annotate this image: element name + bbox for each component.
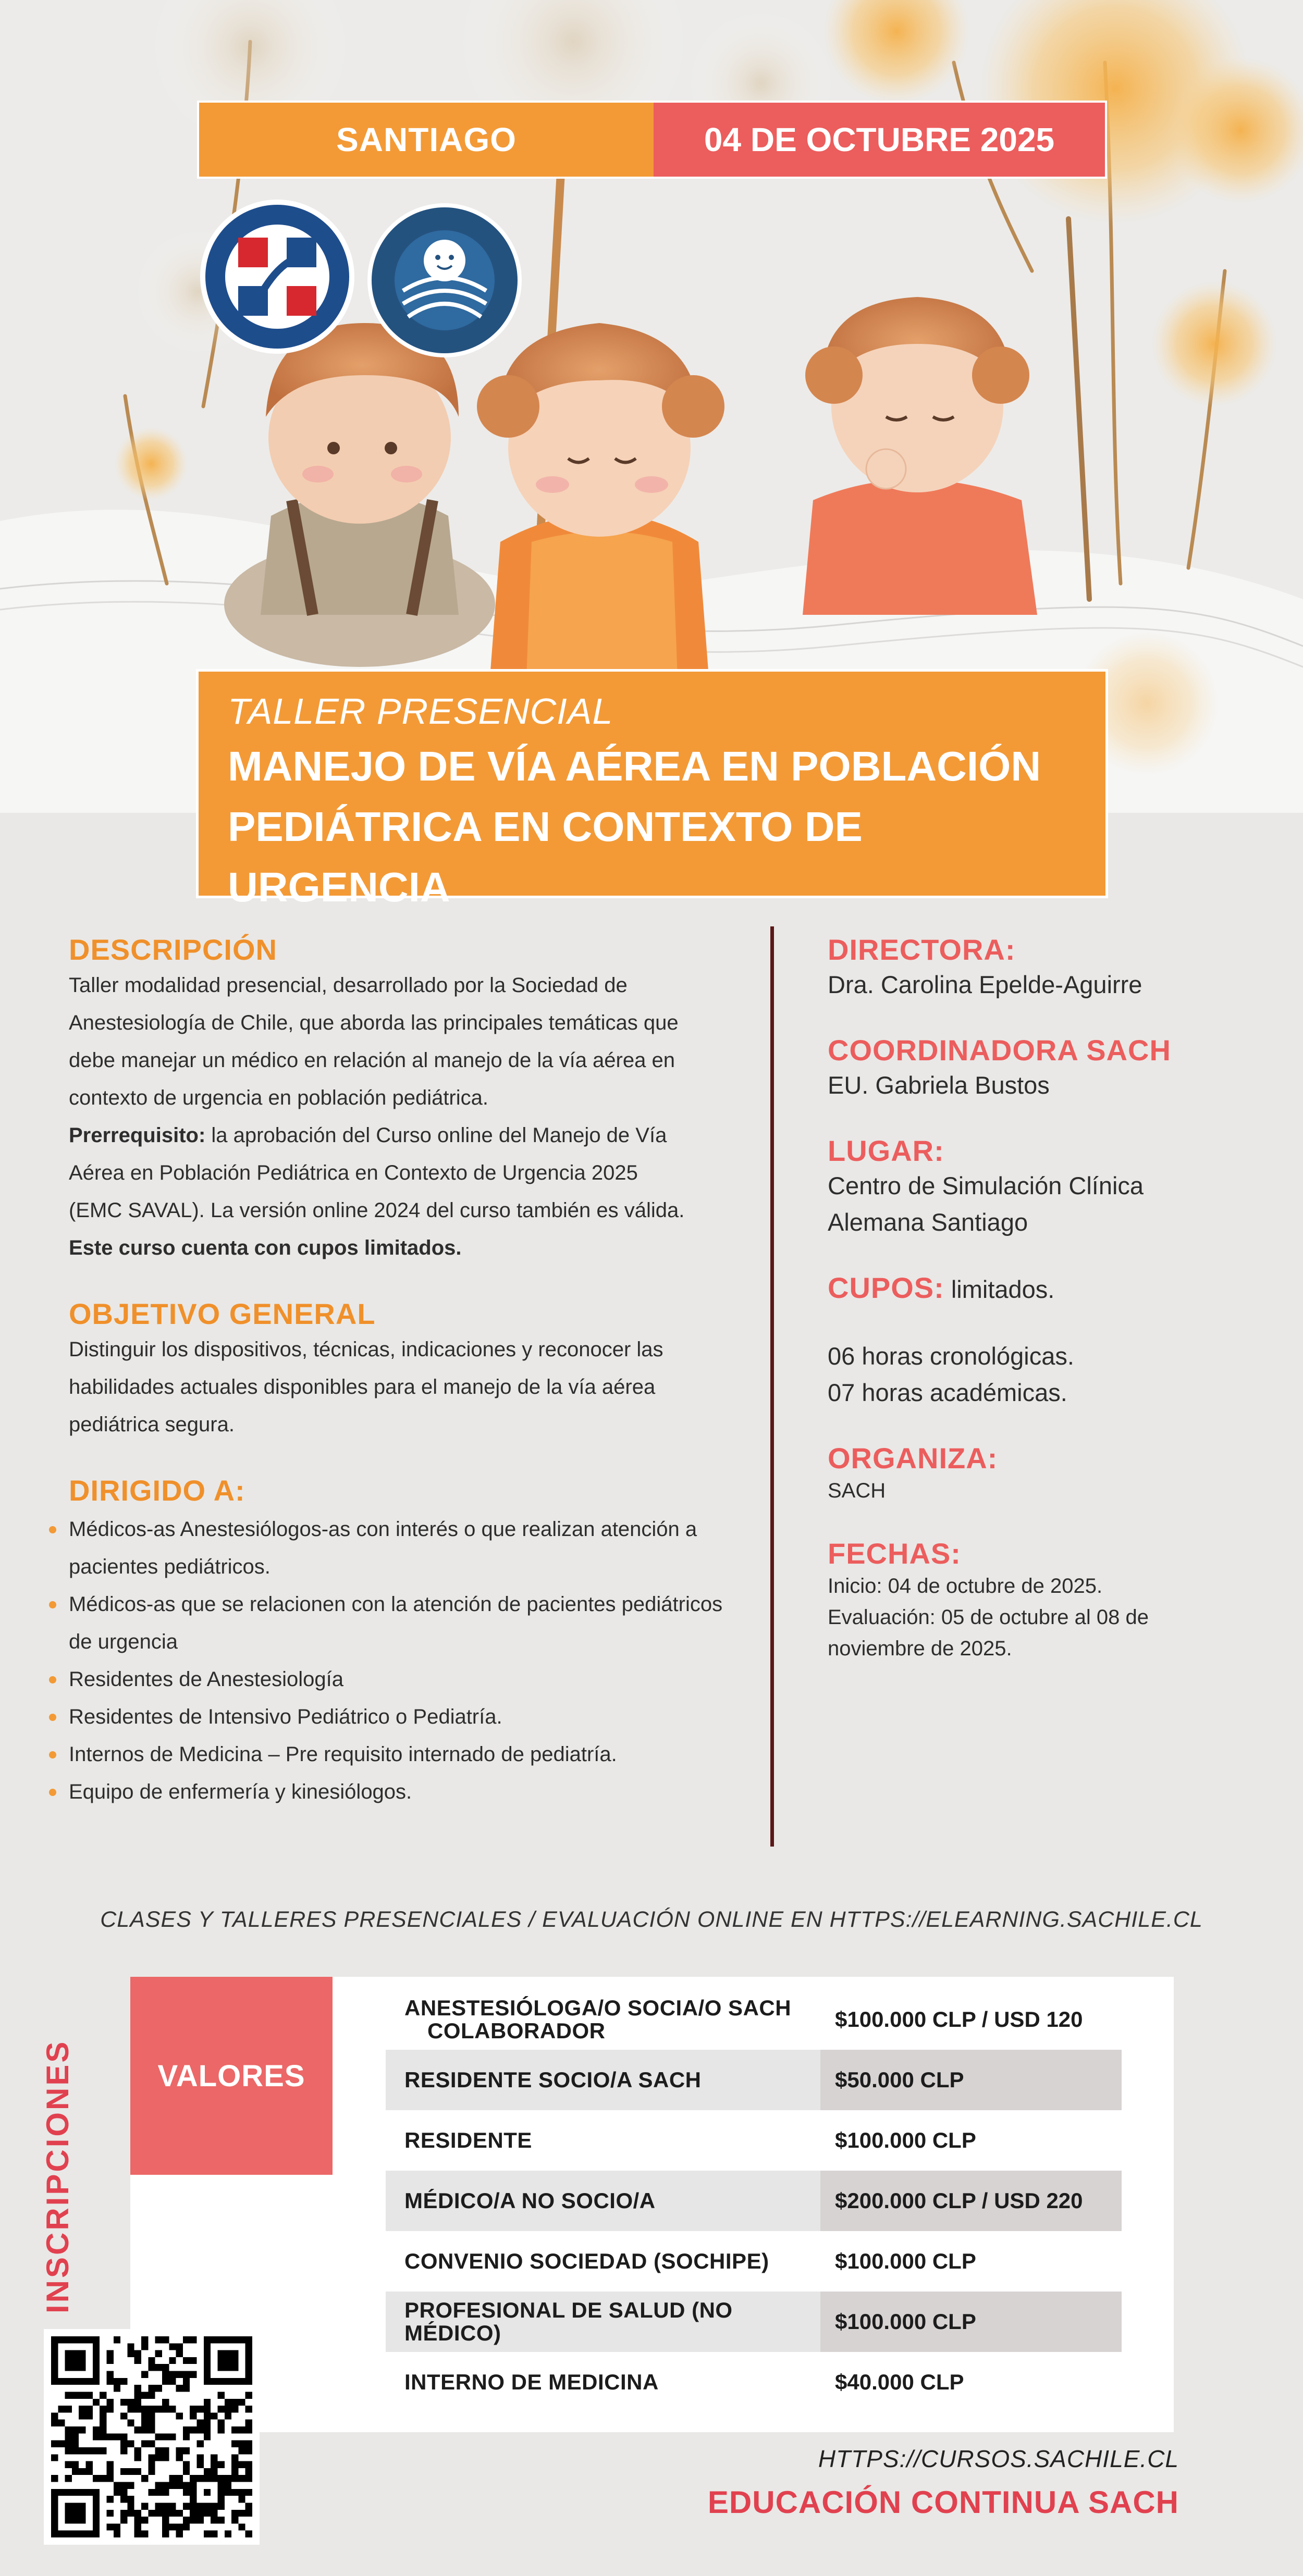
objective-line: pediátrica segura. — [69, 1413, 235, 1436]
price-value: $100.000 CLP — [835, 2249, 976, 2273]
registration-url[interactable]: HTTPS://CURSOS.SACHILE.CL — [818, 2445, 1179, 2472]
objective-heading: OBJETIVO GENERAL — [69, 1297, 376, 1330]
course-details — [69, 933, 746, 1811]
event-banner — [197, 101, 1107, 179]
seats-value: limitados. — [944, 1275, 1055, 1303]
price-category: ANESTESIÓLOGA/O SOCIA/O SACH COLABORADOR — [404, 1996, 792, 2043]
limited-seats-note: Este curso cuenta con cupos limitados. — [69, 1236, 462, 1259]
table-row — [386, 2171, 1122, 2231]
prerequisite-label: Prerrequisito: — [69, 1124, 206, 1147]
description-line: Anestesiología de Chile, que aborda las principales temáticas que — [69, 1011, 679, 1034]
seats-row — [828, 1271, 1260, 1308]
audience-heading: DIRIGIDO A: — [69, 1474, 245, 1507]
chronological-hours: 06 horas cronológicas. — [828, 1342, 1074, 1370]
seats-heading: CUPOS: — [828, 1271, 944, 1304]
coordinator-name: EU. Gabriela Bustos — [828, 1071, 1050, 1099]
prerequisite-text: la aprobación del Curso online del Manejo de Vía — [205, 1124, 667, 1147]
price-category: RESIDENTE SOCIO/A SACH — [404, 2067, 702, 2092]
registration-qr-code[interactable] — [44, 2329, 260, 2545]
prerequisite-line — [69, 1117, 746, 1154]
list-item: Internos de Medicina – Pre requisito internado de pediatría. — [69, 1736, 746, 1773]
qr-code-icon — [51, 2336, 252, 2537]
registration-label: INSCRIPCIONES — [40, 2039, 75, 2313]
bullet-icon — [49, 1526, 56, 1533]
director-heading: DIRECTORA: — [828, 933, 1016, 966]
course-title-box — [196, 669, 1108, 910]
description-text — [69, 967, 746, 1267]
course-title-line-2: PEDIÁTRICA EN CONTEXTO DE URGENCIA — [228, 803, 863, 910]
price-value: $100.000 CLP — [835, 2128, 976, 2152]
description-line: Taller modalidad presencial, desarrollado por la Sociedad de — [69, 974, 628, 997]
objective-section — [69, 1297, 746, 1443]
audience-list — [69, 1510, 746, 1811]
list-item: Equipo de enfermería y kinesiólogos. — [69, 1773, 746, 1811]
course-facts — [828, 933, 1260, 1664]
table-row — [386, 2050, 1122, 2110]
price-category: RESIDENTE — [404, 2128, 532, 2152]
description-line: contexto de urgencia en población pediátrica. — [69, 1086, 488, 1109]
audience-section — [69, 1473, 746, 1811]
table-row — [386, 2292, 1122, 2352]
online-evaluation-note: CLASES Y TALLERES PRESENCIALES / EVALUACIÓN ONLINE EN HTTPS://ELEARNING.SACHILE.CL — [100, 1907, 1203, 1932]
prerequisite-text: (EMC SAVAL). La versión online 2024 del curso también es válida. — [69, 1199, 685, 1222]
start-date: Inicio: 04 de octubre de 2025. — [828, 1575, 1103, 1597]
list-item: Médicos-as Anestesiólogos-as con interés o que realizan atención a pacientes pediátricos. — [69, 1510, 746, 1586]
list-item: Médicos-as que se relacionen con la atención de pacientes pediátricos de urgencia — [69, 1586, 746, 1661]
price-value: $50.000 CLP — [820, 2050, 1122, 2110]
bullet-icon — [49, 1676, 56, 1683]
table-row — [386, 2110, 1122, 2171]
table-row — [386, 2352, 1122, 2412]
course-title-line-1: MANEJO DE VÍA AÉREA EN POBLACIÓN — [228, 743, 1041, 789]
course-format: TALLER PRESENCIAL — [228, 691, 613, 732]
prerequisite-text: Aérea en Población Pediátrica en Contexto de Urgencia 2025 — [69, 1161, 638, 1184]
event-city: SANTIAGO — [199, 103, 654, 177]
prices-label: VALORES — [130, 1977, 333, 2175]
description-heading: DESCRIPCIÓN — [69, 933, 277, 966]
footer-brand: EDUCACIÓN CONTINUA SACH — [707, 2485, 1179, 2520]
bullet-icon — [49, 1714, 56, 1721]
column-divider — [770, 926, 774, 1847]
table-row — [386, 2231, 1122, 2292]
objective-text — [69, 1331, 746, 1443]
sach-society-logo — [199, 199, 355, 355]
bullet-icon — [49, 1601, 56, 1608]
objective-line: habilidades actuales disponibles para el manejo de la vía aérea — [69, 1376, 656, 1398]
location-heading: LUGAR: — [828, 1134, 944, 1167]
description-section — [69, 933, 746, 1267]
list-item: Residentes de Intensivo Pediátrico o Pediatría. — [69, 1698, 746, 1736]
dates-heading: FECHAS: — [828, 1537, 961, 1570]
table-row — [386, 1989, 1122, 2050]
price-category: PROFESIONAL DE SALUD (NO MÉDICO) — [404, 2298, 733, 2345]
academic-hours: 07 horas académicas. — [828, 1379, 1067, 1406]
coordinator-heading: COORDINADORA SACH — [828, 1034, 1171, 1067]
price-value: $100.000 CLP / USD 120 — [835, 2007, 1083, 2032]
location-line-1: Centro de Simulación Clínica — [828, 1172, 1144, 1199]
organizer-name: SACH — [828, 1479, 886, 1502]
price-value: $100.000 CLP — [820, 2292, 1122, 2352]
list-item: Residentes de Anestesiología — [69, 1661, 746, 1698]
evaluation-dates-cont: noviembre de 2025. — [828, 1637, 1012, 1660]
price-category: MÉDICO/A NO SOCIO/A — [404, 2188, 656, 2213]
evaluation-dates: Evaluación: 05 de octubre al 08 de — [828, 1606, 1149, 1629]
prices-table — [386, 1989, 1122, 2412]
bullet-icon — [49, 1789, 56, 1796]
price-category: CONVENIO SOCIEDAD (SOCHIPE) — [404, 2249, 769, 2273]
price-value: $200.000 CLP / USD 220 — [820, 2171, 1122, 2231]
organizer-heading: ORGANIZA: — [828, 1442, 998, 1475]
price-category: INTERNO DE MEDICINA — [404, 2370, 659, 2394]
objective-line: Distinguir los dispositivos, técnicas, indicaciones y reconocer las — [69, 1338, 663, 1361]
course-title — [228, 736, 1079, 918]
comite-anestesia-pediatrica-logo — [366, 202, 523, 358]
director-name: Dra. Carolina Epelde-Aguirre — [828, 971, 1142, 998]
price-value: $40.000 CLP — [835, 2370, 964, 2394]
bullet-icon — [49, 1751, 56, 1758]
description-line: debe manejar un médico en relación al manejo de la vía aérea en — [69, 1049, 675, 1072]
location-line-2: Alemana Santiago — [828, 1208, 1028, 1236]
event-date: 04 DE OCTUBRE 2025 — [654, 103, 1105, 177]
